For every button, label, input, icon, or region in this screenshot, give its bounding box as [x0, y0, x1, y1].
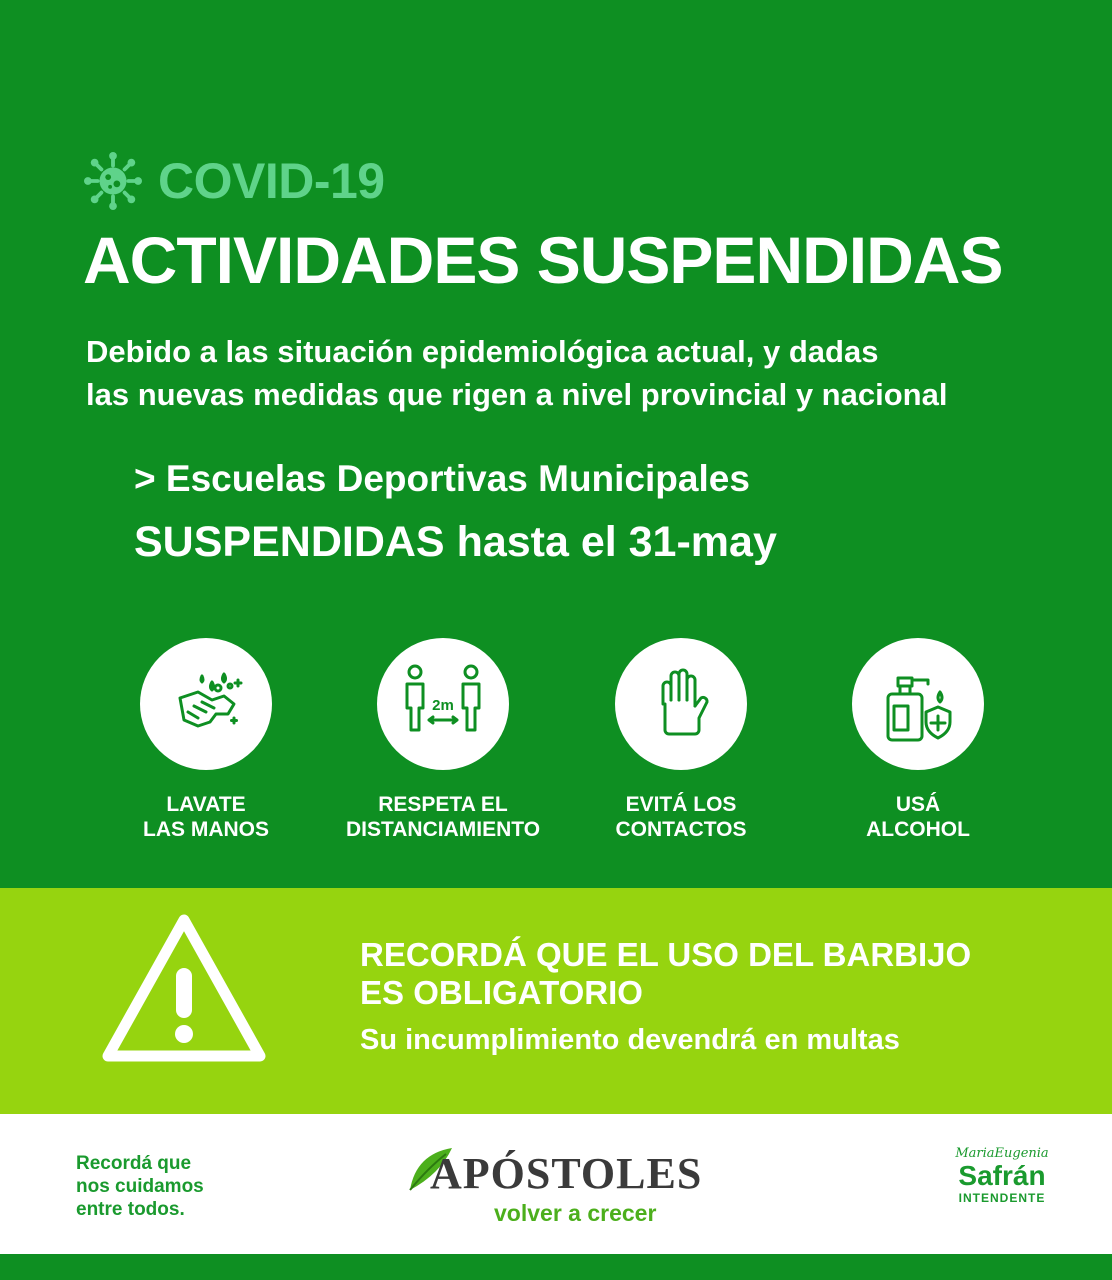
- slogan-line: entre todos.: [76, 1199, 185, 1220]
- tip-circle: [377, 638, 509, 770]
- bottom-strip: [0, 1254, 1112, 1280]
- warning-title-line: RECORDÁ QUE EL USO DEL BARBIJO: [360, 936, 972, 973]
- tip-label-line: CONTACTOS: [615, 818, 747, 841]
- tip-label: [76, 792, 336, 842]
- signature-script: MariaEugenia: [955, 1146, 1049, 1161]
- tip-label: [313, 792, 573, 842]
- suspended-item: > Escuelas Deportivas Municipales: [134, 458, 750, 499]
- social-distancing-icon: [395, 656, 491, 752]
- logo-tagline: volver a crecer: [494, 1200, 657, 1226]
- suspended-status: SUSPENDIDAS hasta el 31-may: [134, 518, 777, 566]
- warning-triangle-icon: [100, 910, 268, 1068]
- tip-use-alcohol: [788, 638, 1048, 842]
- tip-label: [788, 792, 1048, 842]
- warning-title: [360, 936, 1100, 1012]
- covid-label: COVID-19: [158, 153, 385, 209]
- intro-line: las nuevas medidas que rigen a nivel provincial y nacional: [86, 377, 948, 412]
- apostoles-logo: [404, 1144, 764, 1234]
- distance-label: 2m: [432, 697, 454, 714]
- sanitizer-icon: [870, 656, 966, 752]
- warning-subtitle: Su incumplimiento devendrá en multas: [360, 1024, 900, 1056]
- tip-label-line: USÁ: [895, 793, 941, 816]
- page-title: ACTIVIDADES SUSPENDIDAS: [83, 223, 1003, 297]
- tip-label-line: LAVATE: [166, 793, 246, 816]
- tip-label-line: ALCOHOL: [866, 818, 970, 841]
- tip-circle: [615, 638, 747, 770]
- footer-slogan: [76, 1152, 204, 1221]
- tip-label-line: LAS MANOS: [143, 818, 269, 841]
- intro-line: Debido a las situación epidemiológica actual, y dadas: [86, 334, 879, 369]
- tip-distancing: [313, 638, 573, 842]
- mayor-role: INTENDENTE: [958, 1191, 1046, 1205]
- tip-avoid-contacts: [551, 638, 811, 842]
- slogan-line: Recordá que: [76, 1153, 192, 1174]
- virus-icon: [84, 152, 142, 210]
- footer: [0, 1114, 1112, 1254]
- tip-label-line: RESPETA EL: [378, 793, 508, 816]
- slogan-line: nos cuidamos: [76, 1176, 204, 1197]
- hand-washing-icon: [158, 656, 254, 752]
- prevention-tips: [0, 638, 1112, 858]
- tip-circle: [140, 638, 272, 770]
- logo-name: APÓSTOLES: [430, 1149, 703, 1198]
- covid-header: [84, 150, 385, 212]
- mayor-signature: [936, 1146, 1068, 1205]
- tip-wash-hands: [76, 638, 336, 842]
- intro-text: [86, 330, 1066, 416]
- warning-title-line: ES OBLIGATORIO: [360, 974, 643, 1011]
- stop-hand-icon: [633, 656, 729, 752]
- mayor-surname: Safrán: [958, 1160, 1046, 1191]
- tip-label: [551, 792, 811, 842]
- tip-label-line: DISTANCIAMIENTO: [345, 818, 541, 841]
- tip-label-line: EVITÁ LOS: [625, 793, 737, 816]
- tip-circle: [852, 638, 984, 770]
- mask-warning-banner: [0, 888, 1112, 1114]
